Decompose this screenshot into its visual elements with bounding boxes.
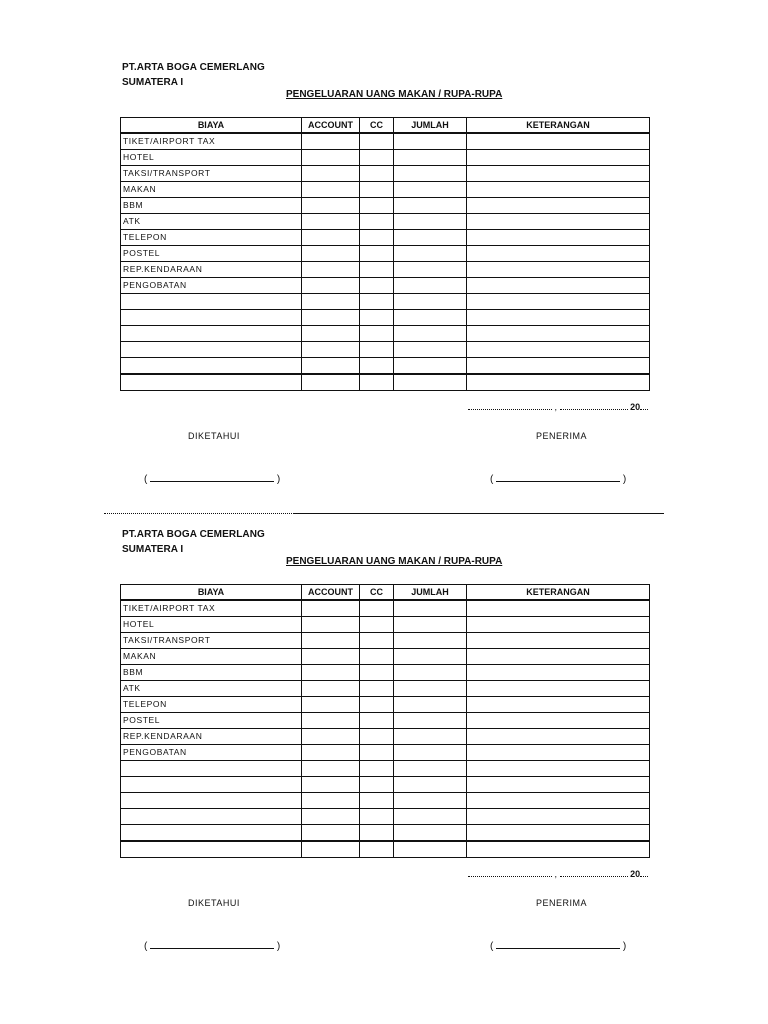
cell-cc[interactable]	[360, 342, 394, 358]
cell-biaya: MAKAN	[121, 182, 302, 198]
date-separator: ,	[554, 402, 558, 412]
cell-account[interactable]	[302, 713, 360, 729]
cell-account[interactable]	[302, 697, 360, 713]
cell-biaya: HOTEL	[121, 150, 302, 166]
year-blank[interactable]	[640, 870, 648, 877]
date-separator: ,	[554, 869, 558, 879]
cell-jumlah[interactable]	[394, 777, 467, 793]
cell-account[interactable]	[302, 198, 360, 214]
cell-keterangan[interactable]	[467, 326, 650, 342]
cell-jumlah[interactable]	[394, 374, 467, 391]
table-row	[121, 214, 650, 230]
cell-biaya: TAKSI/TRANSPORT	[121, 166, 302, 182]
cell-account[interactable]	[302, 262, 360, 278]
cell-biaya: TELEPON	[121, 697, 302, 713]
cell-biaya	[121, 310, 302, 326]
cell-cc[interactable]	[360, 230, 394, 246]
cell-jumlah[interactable]	[394, 358, 467, 375]
table-row	[121, 182, 650, 198]
date-blank[interactable]	[560, 870, 628, 877]
place-blank[interactable]	[468, 870, 552, 877]
table-row	[121, 665, 650, 681]
cell-keterangan[interactable]	[467, 294, 650, 310]
cell-account[interactable]	[302, 841, 360, 858]
signature-line[interactable]	[496, 472, 620, 482]
year-blank[interactable]	[640, 403, 648, 410]
company-name: PT.ARTA BOGA CEMERLANG	[122, 62, 265, 73]
cell-cc[interactable]	[360, 713, 394, 729]
cell-biaya: TAKSI/TRANSPORT	[121, 633, 302, 649]
table-row	[121, 729, 650, 745]
cell-biaya: PENGOBATAN	[121, 745, 302, 761]
cell-biaya	[121, 841, 302, 858]
cell-biaya: REP.KENDARAAN	[121, 262, 302, 278]
cell-jumlah[interactable]	[394, 214, 467, 230]
cell-keterangan[interactable]	[467, 617, 650, 633]
cell-jumlah[interactable]	[394, 633, 467, 649]
column-header-account: ACCOUNT	[302, 585, 360, 601]
cell-keterangan[interactable]	[467, 825, 650, 842]
cell-keterangan[interactable]	[467, 600, 650, 617]
cell-jumlah[interactable]	[394, 166, 467, 182]
cell-jumlah[interactable]	[394, 326, 467, 342]
cell-keterangan[interactable]	[467, 358, 650, 375]
table-row	[121, 374, 650, 391]
sig-close-paren: )	[276, 474, 281, 485]
cell-keterangan[interactable]	[467, 649, 650, 665]
cell-cc[interactable]	[360, 182, 394, 198]
cell-jumlah[interactable]	[394, 665, 467, 681]
cell-account[interactable]	[302, 825, 360, 842]
year-prefix: 20	[630, 402, 641, 412]
cell-account[interactable]	[302, 729, 360, 745]
cell-keterangan[interactable]	[467, 374, 650, 391]
table-row	[121, 262, 650, 278]
cell-cc[interactable]	[360, 374, 394, 391]
cell-cc[interactable]	[360, 166, 394, 182]
cell-biaya: ATK	[121, 214, 302, 230]
cut-line-solid	[294, 513, 664, 514]
cell-jumlah[interactable]	[394, 278, 467, 294]
cell-keterangan[interactable]	[467, 262, 650, 278]
column-header-keterangan: KETERANGAN	[467, 118, 650, 134]
cell-cc[interactable]	[360, 649, 394, 665]
date-line	[468, 402, 648, 412]
cell-keterangan[interactable]	[467, 713, 650, 729]
cell-jumlah[interactable]	[394, 649, 467, 665]
table-row	[121, 230, 650, 246]
table-row	[121, 745, 650, 761]
cell-biaya: BBM	[121, 198, 302, 214]
table-row	[121, 649, 650, 665]
cell-account[interactable]	[302, 358, 360, 375]
cell-jumlah[interactable]	[394, 133, 467, 150]
table-row	[121, 809, 650, 825]
expense-table	[120, 117, 650, 391]
cell-account[interactable]	[302, 150, 360, 166]
cell-cc[interactable]	[360, 600, 394, 617]
cell-cc[interactable]	[360, 825, 394, 842]
cell-cc[interactable]	[360, 841, 394, 858]
company-name: PT.ARTA BOGA CEMERLANG	[122, 529, 265, 540]
acknowledged-label: DIKETAHUI	[188, 898, 240, 908]
table-row	[121, 133, 650, 150]
cell-jumlah[interactable]	[394, 681, 467, 697]
cell-account[interactable]	[302, 278, 360, 294]
form-title: PENGELUARAN UANG MAKAN / RUPA-RUPA	[286, 556, 503, 567]
cell-cc[interactable]	[360, 326, 394, 342]
cell-biaya	[121, 809, 302, 825]
cell-biaya	[121, 761, 302, 777]
column-header-keterangan: KETERANGAN	[467, 585, 650, 601]
region-name: SUMATERA I	[122, 77, 184, 88]
cell-biaya	[121, 777, 302, 793]
cell-cc[interactable]	[360, 681, 394, 697]
table-row	[121, 326, 650, 342]
cell-keterangan[interactable]	[467, 150, 650, 166]
cell-biaya: TIKET/AIRPORT TAX	[121, 133, 302, 150]
signature-line[interactable]	[496, 939, 620, 949]
cell-account[interactable]	[302, 374, 360, 391]
date-line	[468, 869, 648, 879]
cell-keterangan[interactable]	[467, 729, 650, 745]
cell-account[interactable]	[302, 310, 360, 326]
region-name: SUMATERA I	[122, 544, 184, 555]
cell-biaya	[121, 825, 302, 842]
cell-cc[interactable]	[360, 697, 394, 713]
cell-cc[interactable]	[360, 729, 394, 745]
table-row	[121, 617, 650, 633]
cell-keterangan[interactable]	[467, 166, 650, 182]
cell-cc[interactable]	[360, 150, 394, 166]
cell-keterangan[interactable]	[467, 665, 650, 681]
table-row	[121, 697, 650, 713]
table-row	[121, 166, 650, 182]
table-row	[121, 713, 650, 729]
column-header-cc: CC	[360, 118, 394, 134]
cell-keterangan[interactable]	[467, 793, 650, 809]
table-row	[121, 825, 650, 842]
acknowledged-signature	[144, 472, 280, 485]
place-blank[interactable]	[468, 403, 552, 410]
recipient-signature	[490, 472, 626, 485]
sig-open-paren: (	[144, 941, 148, 952]
cell-jumlah[interactable]	[394, 825, 467, 842]
cell-cc[interactable]	[360, 133, 394, 150]
year-prefix: 20	[630, 869, 641, 879]
cell-cc[interactable]	[360, 294, 394, 310]
table-row	[121, 633, 650, 649]
cell-biaya: TELEPON	[121, 230, 302, 246]
cell-jumlah[interactable]	[394, 600, 467, 617]
table-header-row	[121, 585, 650, 601]
cell-account[interactable]	[302, 326, 360, 342]
cell-keterangan[interactable]	[467, 342, 650, 358]
sig-open-paren: (	[490, 474, 494, 485]
cell-jumlah[interactable]	[394, 246, 467, 262]
cell-cc[interactable]	[360, 761, 394, 777]
table-row	[121, 246, 650, 262]
signature-line[interactable]	[150, 939, 274, 949]
table-row	[121, 310, 650, 326]
cell-cc[interactable]	[360, 745, 394, 761]
cell-account[interactable]	[302, 182, 360, 198]
cell-account[interactable]	[302, 214, 360, 230]
cell-jumlah[interactable]	[394, 262, 467, 278]
cell-cc[interactable]	[360, 809, 394, 825]
cell-jumlah[interactable]	[394, 761, 467, 777]
cut-line-dotted	[104, 513, 294, 514]
cell-account[interactable]	[302, 342, 360, 358]
cell-keterangan[interactable]	[467, 214, 650, 230]
table-row	[121, 777, 650, 793]
cell-account[interactable]	[302, 745, 360, 761]
acknowledged-signature	[144, 939, 280, 952]
sig-open-paren: (	[144, 474, 148, 485]
cell-cc[interactable]	[360, 214, 394, 230]
cell-keterangan[interactable]	[467, 198, 650, 214]
acknowledged-label: DIKETAHUI	[188, 431, 240, 441]
table-row	[121, 681, 650, 697]
table-row	[121, 278, 650, 294]
cell-keterangan[interactable]	[467, 246, 650, 262]
cell-account[interactable]	[302, 246, 360, 262]
cell-biaya: MAKAN	[121, 649, 302, 665]
cell-cc[interactable]	[360, 310, 394, 326]
form-title: PENGELUARAN UANG MAKAN / RUPA-RUPA	[286, 89, 503, 100]
cell-keterangan[interactable]	[467, 809, 650, 825]
cell-account[interactable]	[302, 633, 360, 649]
cell-cc[interactable]	[360, 262, 394, 278]
signature-line[interactable]	[150, 472, 274, 482]
table-header-row	[121, 118, 650, 134]
cell-cc[interactable]	[360, 358, 394, 375]
table-row	[121, 342, 650, 358]
cell-account[interactable]	[302, 777, 360, 793]
cell-cc[interactable]	[360, 793, 394, 809]
column-header-account: ACCOUNT	[302, 118, 360, 134]
cell-jumlah[interactable]	[394, 294, 467, 310]
table-row	[121, 841, 650, 858]
cell-keterangan[interactable]	[467, 745, 650, 761]
cell-account[interactable]	[302, 649, 360, 665]
cell-jumlah[interactable]	[394, 617, 467, 633]
cell-jumlah[interactable]	[394, 230, 467, 246]
table-row	[121, 793, 650, 809]
cell-biaya: PENGOBATAN	[121, 278, 302, 294]
cell-keterangan[interactable]	[467, 182, 650, 198]
cell-account[interactable]	[302, 665, 360, 681]
column-header-biaya: BIAYA	[121, 118, 302, 134]
cell-biaya	[121, 358, 302, 375]
cell-jumlah[interactable]	[394, 793, 467, 809]
cell-keterangan[interactable]	[467, 310, 650, 326]
table-row	[121, 761, 650, 777]
cell-biaya: TIKET/AIRPORT TAX	[121, 600, 302, 617]
cell-account[interactable]	[302, 761, 360, 777]
column-header-jumlah: JUMLAH	[394, 118, 467, 134]
cell-account[interactable]	[302, 166, 360, 182]
cell-jumlah[interactable]	[394, 310, 467, 326]
cell-keterangan[interactable]	[467, 230, 650, 246]
cell-cc[interactable]	[360, 617, 394, 633]
cell-account[interactable]	[302, 617, 360, 633]
sig-close-paren: )	[622, 474, 627, 485]
date-blank[interactable]	[560, 403, 628, 410]
cell-biaya: POSTEL	[121, 713, 302, 729]
recipient-label: PENERIMA	[536, 431, 588, 441]
column-header-biaya: BIAYA	[121, 585, 302, 601]
cell-account[interactable]	[302, 230, 360, 246]
cell-jumlah[interactable]	[394, 150, 467, 166]
sig-open-paren: (	[490, 941, 494, 952]
cell-cc[interactable]	[360, 665, 394, 681]
cell-jumlah[interactable]	[394, 809, 467, 825]
cell-biaya: POSTEL	[121, 246, 302, 262]
cell-keterangan[interactable]	[467, 681, 650, 697]
table-row	[121, 150, 650, 166]
cell-biaya: HOTEL	[121, 617, 302, 633]
recipient-signature	[490, 939, 626, 952]
cell-keterangan[interactable]	[467, 841, 650, 858]
cell-account[interactable]	[302, 294, 360, 310]
sig-close-paren: )	[622, 941, 627, 952]
cell-jumlah[interactable]	[394, 342, 467, 358]
cell-account[interactable]	[302, 809, 360, 825]
column-header-cc: CC	[360, 585, 394, 601]
cell-account[interactable]	[302, 681, 360, 697]
cell-biaya: BBM	[121, 665, 302, 681]
recipient-label: PENERIMA	[536, 898, 588, 908]
cell-jumlah[interactable]	[394, 697, 467, 713]
table-row	[121, 358, 650, 375]
sig-close-paren: )	[276, 941, 281, 952]
cell-account[interactable]	[302, 793, 360, 809]
cell-cc[interactable]	[360, 198, 394, 214]
cell-keterangan[interactable]	[467, 697, 650, 713]
cell-jumlah[interactable]	[394, 182, 467, 198]
cell-keterangan[interactable]	[467, 761, 650, 777]
cell-biaya: ATK	[121, 681, 302, 697]
cell-jumlah[interactable]	[394, 841, 467, 858]
column-header-jumlah: JUMLAH	[394, 585, 467, 601]
cell-keterangan[interactable]	[467, 133, 650, 150]
table-row	[121, 600, 650, 617]
cell-jumlah[interactable]	[394, 713, 467, 729]
cell-biaya	[121, 294, 302, 310]
cell-biaya	[121, 793, 302, 809]
cell-jumlah[interactable]	[394, 198, 467, 214]
table-row	[121, 198, 650, 214]
cell-jumlah[interactable]	[394, 745, 467, 761]
cell-biaya	[121, 342, 302, 358]
cell-biaya: REP.KENDARAAN	[121, 729, 302, 745]
cell-keterangan[interactable]	[467, 278, 650, 294]
cell-account[interactable]	[302, 133, 360, 150]
cell-keterangan[interactable]	[467, 777, 650, 793]
cell-biaya	[121, 374, 302, 391]
cell-account[interactable]	[302, 600, 360, 617]
table-row	[121, 294, 650, 310]
expense-table	[120, 584, 650, 858]
cell-cc[interactable]	[360, 246, 394, 262]
cell-cc[interactable]	[360, 633, 394, 649]
cell-jumlah[interactable]	[394, 729, 467, 745]
cell-keterangan[interactable]	[467, 633, 650, 649]
cell-cc[interactable]	[360, 777, 394, 793]
cell-biaya	[121, 326, 302, 342]
cell-cc[interactable]	[360, 278, 394, 294]
